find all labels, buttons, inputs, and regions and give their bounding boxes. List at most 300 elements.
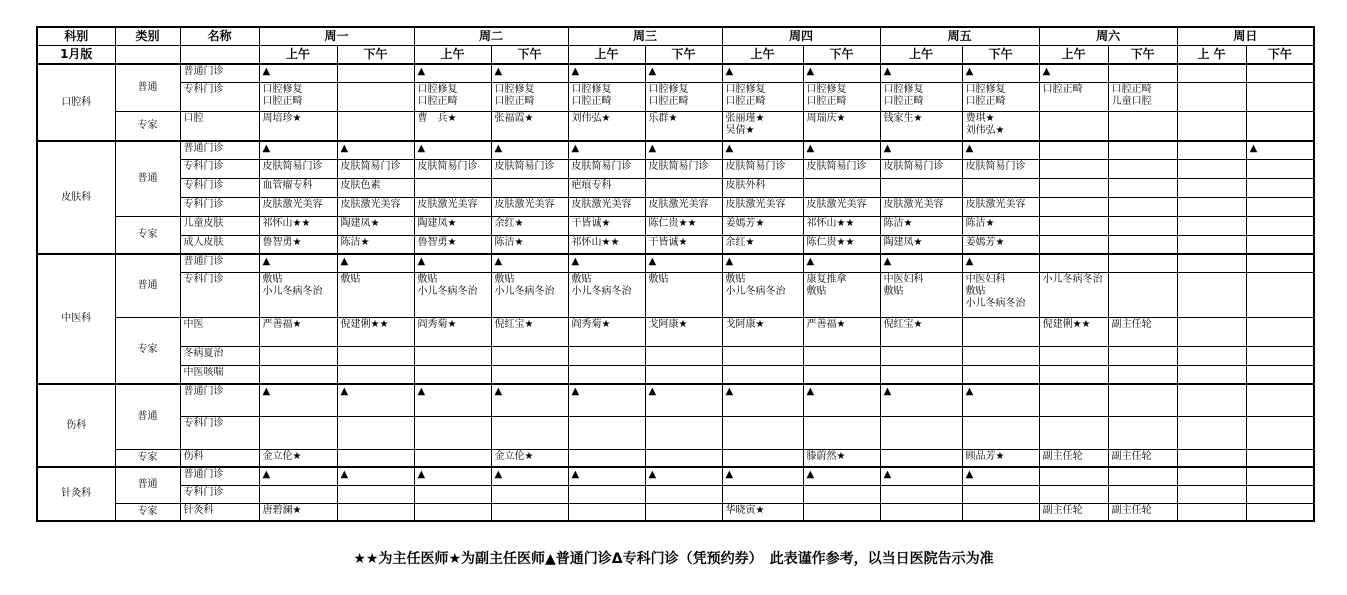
schedule-cell [1039, 346, 1108, 365]
schedule-cell: 陈洁★ [337, 235, 414, 254]
clinic-name: 专科门诊 [180, 272, 259, 317]
schedule-cell: ▲ [414, 254, 491, 272]
schedule-cell: 倪建俐★★ [337, 317, 414, 346]
empty-header-cell [180, 45, 259, 64]
schedule-cell [1246, 485, 1314, 503]
schedule-cell: 小儿冬病冬治 [1039, 272, 1108, 317]
schedule-row [37, 384, 1314, 416]
schedule-cell: 祁怀山★★ [803, 216, 880, 235]
schedule-cell: 敷贴 小儿冬病冬治 [568, 272, 645, 317]
clinic-name: 普通门诊 [180, 141, 259, 159]
schedule-cell: ▲ [962, 141, 1039, 159]
schedule-row [37, 82, 1314, 111]
schedule-cell: 皮肤激光美容 [491, 197, 568, 216]
schedule-cell [1177, 159, 1246, 178]
schedule-cell: 口腔修复 口腔正畸 [568, 82, 645, 111]
schedule-cell: 副主任轮 [1108, 317, 1177, 346]
schedule-row [37, 141, 1314, 159]
schedule-cell: ▲ [337, 384, 414, 416]
schedule-cell: 皮肤激光美容 [414, 197, 491, 216]
schedule-cell: 口腔正畸 儿童口腔 [1108, 82, 1177, 111]
clinic-name: 专科门诊 [180, 159, 259, 178]
schedule-row [37, 449, 1314, 467]
schedule-cell: 干皆诚★ [568, 216, 645, 235]
category-cell: 专家 [115, 317, 180, 384]
category-cell: 普通 [115, 64, 180, 111]
schedule-cell [1246, 64, 1314, 82]
schedule-cell [1246, 416, 1314, 449]
schedule-row [37, 235, 1314, 254]
schedule-cell [1177, 82, 1246, 111]
schedule-cell: ▲ [414, 467, 491, 485]
schedule-cell: 皮肤激光美容 [645, 197, 722, 216]
category-cell: 专家 [115, 449, 180, 467]
schedule-cell: 中医妇科 敷贴 [880, 272, 962, 317]
schedule-cell: 副主任轮 [1108, 449, 1177, 467]
schedule-cell [259, 416, 337, 449]
schedule-cell [1108, 384, 1177, 416]
schedule-cell: ▲ [880, 141, 962, 159]
schedule-row [37, 317, 1314, 346]
name-header: 名称 [180, 27, 259, 45]
am-header: 上午 [880, 45, 962, 64]
pm-header: 下午 [803, 45, 880, 64]
schedule-cell [337, 416, 414, 449]
clinic-name: 成人皮肤 [180, 235, 259, 254]
schedule-cell [1246, 216, 1314, 235]
schedule-cell: ▲ [414, 384, 491, 416]
pm-header: 下午 [645, 45, 722, 64]
clinic-name: 口腔 [180, 111, 259, 141]
schedule-cell [568, 346, 645, 365]
schedule-cell [1177, 141, 1246, 159]
schedule-cell: ▲ [568, 467, 645, 485]
schedule-cell: ▲ [645, 141, 722, 159]
schedule-cell: 金立伦★ [259, 449, 337, 467]
am-header: 上午 [568, 45, 645, 64]
schedule-cell [568, 449, 645, 467]
day-header-sun: 周日 [1177, 27, 1314, 45]
schedule-cell: 康复推拿 敷贴 [803, 272, 880, 317]
schedule-row [37, 254, 1314, 272]
clinic-name: 专科门诊 [180, 82, 259, 111]
schedule-cell [1177, 485, 1246, 503]
schedule-cell [1246, 317, 1314, 346]
schedule-cell [1177, 111, 1246, 141]
schedule-cell: ▲ [568, 64, 645, 82]
schedule-cell [414, 365, 491, 384]
schedule-cell: ▲ [568, 141, 645, 159]
schedule-cell: 陈洁★ [491, 235, 568, 254]
schedule-cell [1039, 141, 1108, 159]
day-header-tue: 周二 [414, 27, 568, 45]
schedule-cell: 敷贴 小儿冬病冬治 [414, 272, 491, 317]
schedule-cell: ▲ [803, 384, 880, 416]
schedule-cell [1246, 449, 1314, 467]
schedule-cell: ▲ [880, 64, 962, 82]
schedule-cell: 皮肤激光美容 [259, 197, 337, 216]
schedule-cell: ▲ [962, 384, 1039, 416]
schedule-cell: 周培珍★ [259, 111, 337, 141]
schedule-cell: 唐碧澜★ [259, 503, 337, 521]
schedule-cell [414, 485, 491, 503]
schedule-cell [962, 317, 1039, 346]
category-cell: 普通 [115, 254, 180, 317]
schedule-cell [645, 416, 722, 449]
schedule-cell: 口腔修复 口腔正畸 [962, 82, 1039, 111]
clinic-name: 普通门诊 [180, 64, 259, 82]
edition-label: 1月版 [37, 45, 115, 64]
am-header: 上午 [1039, 45, 1108, 64]
schedule-cell: 陈洁★ [880, 216, 962, 235]
schedule-cell: 敷贴 [645, 272, 722, 317]
department-name: 中医科 [37, 254, 115, 384]
schedule-cell: 皮肤激光美容 [803, 197, 880, 216]
schedule-cell: ▲ [1246, 141, 1314, 159]
schedule-cell [1246, 235, 1314, 254]
schedule-cell [1246, 178, 1314, 197]
schedule-cell [1246, 365, 1314, 384]
schedule-cell: 刘伟弘★ [568, 111, 645, 141]
schedule-cell [880, 346, 962, 365]
schedule-cell [1108, 254, 1177, 272]
legend-note: ★★为主任医师★为副主任医师▲普通门诊Δ专科门诊（凭预约券） 此表谨作参考，以当日医院告示为准 [353, 551, 994, 567]
schedule-cell [491, 365, 568, 384]
schedule-cell [337, 64, 414, 82]
schedule-cell: 口腔修复 口腔正畸 [414, 82, 491, 111]
schedule-cell: ▲ [645, 64, 722, 82]
schedule-cell [962, 365, 1039, 384]
schedule-cell [568, 416, 645, 449]
schedule-cell [645, 485, 722, 503]
empty-header-cell [115, 45, 180, 64]
schedule-cell [803, 346, 880, 365]
clinic-name: 普通门诊 [180, 467, 259, 485]
schedule-cell [1177, 449, 1246, 467]
schedule-cell [1108, 178, 1177, 197]
schedule-cell: 皮肤激光美容 [962, 197, 1039, 216]
schedule-cell: 陈洁★ [962, 216, 1039, 235]
schedule-cell: ▲ [880, 467, 962, 485]
schedule-cell [337, 365, 414, 384]
schedule-cell: 敷贴 [337, 272, 414, 317]
schedule-row [37, 503, 1314, 521]
schedule-cell [880, 178, 962, 197]
schedule-cell [803, 178, 880, 197]
schedule-cell [722, 449, 803, 467]
schedule-cell [1246, 467, 1314, 485]
schedule-cell [1039, 254, 1108, 272]
schedule-row [37, 64, 1314, 82]
schedule-cell: 祁怀山★★ [259, 216, 337, 235]
schedule-cell [1177, 197, 1246, 216]
clinic-name: 儿童皮肤 [180, 216, 259, 235]
schedule-cell: ▲ [645, 254, 722, 272]
schedule-cell [1039, 235, 1108, 254]
schedule-cell: ▲ [491, 467, 568, 485]
schedule-cell [1108, 467, 1177, 485]
dept-header: 科别 [37, 27, 115, 45]
schedule-cell: 曹 兵★ [414, 111, 491, 141]
schedule-cell: 疤痕专科 [568, 178, 645, 197]
schedule-cell [259, 346, 337, 365]
clinic-name: 中医咳喘 [180, 365, 259, 384]
schedule-cell [1039, 467, 1108, 485]
schedule-cell: ▲ [337, 467, 414, 485]
department-name: 口腔科 [37, 64, 115, 141]
schedule-cell [1246, 197, 1314, 216]
schedule-cell: 张丽瑾★ 吴倩★ [722, 111, 803, 141]
schedule-cell [1246, 384, 1314, 416]
schedule-cell: ▲ [491, 141, 568, 159]
day-header-wed: 周三 [568, 27, 722, 45]
schedule-cell [1108, 64, 1177, 82]
schedule-cell: 口腔修复 口腔正畸 [803, 82, 880, 111]
schedule-cell [1108, 197, 1177, 216]
schedule-table [36, 26, 1315, 522]
schedule-cell: ▲ [414, 64, 491, 82]
schedule-cell [1246, 159, 1314, 178]
schedule-cell: 皮肤简易门诊 [337, 159, 414, 178]
schedule-cell [1039, 159, 1108, 178]
schedule-cell [722, 416, 803, 449]
schedule-cell [880, 365, 962, 384]
schedule-cell [880, 485, 962, 503]
schedule-cell: 鲁智勇★ [414, 235, 491, 254]
schedule-cell: 鲁智勇★ [259, 235, 337, 254]
schedule-cell [259, 485, 337, 503]
schedule-row [37, 346, 1314, 365]
schedule-cell: ▲ [337, 141, 414, 159]
schedule-cell: ▲ [259, 141, 337, 159]
category-cell: 专家 [115, 503, 180, 521]
schedule-cell: ▲ [568, 384, 645, 416]
schedule-cell: ▲ [722, 141, 803, 159]
schedule-cell: ▲ [722, 467, 803, 485]
schedule-cell [962, 416, 1039, 449]
schedule-cell [1246, 82, 1314, 111]
schedule-cell [1039, 384, 1108, 416]
schedule-cell [880, 416, 962, 449]
schedule-cell: 敷贴 小儿冬病冬治 [259, 272, 337, 317]
schedule-cell: ▲ [803, 141, 880, 159]
schedule-cell [1246, 346, 1314, 365]
schedule-cell [962, 485, 1039, 503]
schedule-cell [722, 346, 803, 365]
schedule-cell [491, 416, 568, 449]
schedule-cell: ▲ [962, 254, 1039, 272]
pm-header: 下午 [1108, 45, 1177, 64]
clinic-name: 普通门诊 [180, 254, 259, 272]
category-cell: 专家 [115, 111, 180, 141]
schedule-cell [1108, 235, 1177, 254]
schedule-cell: 皮肤简易门诊 [803, 159, 880, 178]
schedule-cell [962, 503, 1039, 521]
schedule-cell: 副主任轮 [1039, 449, 1108, 467]
schedule-cell [803, 485, 880, 503]
schedule-cell [337, 449, 414, 467]
pm-header: 下午 [337, 45, 414, 64]
clinic-name: 冬病夏治 [180, 346, 259, 365]
schedule-cell [491, 178, 568, 197]
schedule-cell: ▲ [880, 254, 962, 272]
schedule-cell: 戈阿康★ [722, 317, 803, 346]
schedule-cell: 周瑞庆★ [803, 111, 880, 141]
schedule-cell: ▲ [259, 467, 337, 485]
schedule-cell: 阎秀菊★ [414, 317, 491, 346]
clinic-name: 专科门诊 [180, 485, 259, 503]
department-name: 皮肤科 [37, 141, 115, 254]
clinic-name: 伤科 [180, 449, 259, 467]
am-header: 上午 [259, 45, 337, 64]
schedule-cell: 倪红宝★ [880, 317, 962, 346]
am-header: 上午 [722, 45, 803, 64]
schedule-cell: ▲ [259, 64, 337, 82]
schedule-row [37, 485, 1314, 503]
schedule-cell: ▲ [722, 384, 803, 416]
clinic-name: 专科门诊 [180, 197, 259, 216]
schedule-cell: 陈仁贵★★ [803, 235, 880, 254]
schedule-cell: 倪红宝★ [491, 317, 568, 346]
am-header: 上 午 [1177, 45, 1246, 64]
schedule-cell: 皮肤激光美容 [568, 197, 645, 216]
schedule-cell: ▲ [568, 254, 645, 272]
schedule-row [37, 111, 1314, 141]
schedule-cell: 金立伦★ [491, 449, 568, 467]
schedule-cell: ▲ [259, 254, 337, 272]
schedule-cell [1177, 254, 1246, 272]
schedule-cell [1108, 216, 1177, 235]
schedule-cell [1039, 485, 1108, 503]
schedule-cell [568, 503, 645, 521]
clinic-name: 中医 [180, 317, 259, 346]
schedule-cell: 血管瘤专科 [259, 178, 337, 197]
am-header: 上午 [414, 45, 491, 64]
schedule-cell: ▲ [803, 64, 880, 82]
category-header: 类别 [115, 27, 180, 45]
schedule-cell: 祁怀山★★ [568, 235, 645, 254]
pm-header: 下午 [491, 45, 568, 64]
schedule-cell: 皮肤简易门诊 [259, 159, 337, 178]
schedule-cell: 华晓寅★ [722, 503, 803, 521]
schedule-cell [645, 503, 722, 521]
schedule-cell [1039, 111, 1108, 141]
day-header-sat: 周六 [1039, 27, 1177, 45]
schedule-cell [880, 503, 962, 521]
day-header-mon: 周一 [259, 27, 414, 45]
schedule-cell: 钱家生★ [880, 111, 962, 141]
schedule-cell [645, 449, 722, 467]
schedule-row [37, 159, 1314, 178]
schedule-row [37, 365, 1314, 384]
schedule-cell [568, 365, 645, 384]
schedule-row [37, 216, 1314, 235]
schedule-cell: ▲ [722, 254, 803, 272]
pm-header: 下午 [1246, 45, 1314, 64]
schedule-cell: 滕蔚然★ [803, 449, 880, 467]
clinic-name: 专科门诊 [180, 178, 259, 197]
schedule-cell: ▲ [803, 467, 880, 485]
schedule-row [37, 272, 1314, 317]
schedule-cell [1108, 111, 1177, 141]
schedule-cell [414, 503, 491, 521]
schedule-cell [1246, 503, 1314, 521]
clinic-name: 普通门诊 [180, 384, 259, 416]
schedule-row [37, 197, 1314, 216]
schedule-cell [722, 365, 803, 384]
schedule-cell: 皮肤简易门诊 [491, 159, 568, 178]
schedule-cell: 严善福★ [803, 317, 880, 346]
schedule-cell [337, 346, 414, 365]
schedule-cell: ▲ [259, 384, 337, 416]
schedule-cell: 陈仁贵★★ [645, 216, 722, 235]
schedule-cell [1108, 346, 1177, 365]
schedule-cell [803, 503, 880, 521]
schedule-cell [414, 178, 491, 197]
schedule-cell: 敷贴 小儿冬病冬治 [491, 272, 568, 317]
schedule-cell: 余红★ [722, 235, 803, 254]
schedule-cell [414, 346, 491, 365]
schedule-cell [1108, 272, 1177, 317]
schedule-cell: ▲ [962, 64, 1039, 82]
schedule-cell [962, 178, 1039, 197]
schedule-cell [962, 346, 1039, 365]
schedule-cell: 姜嫣芳★ [722, 216, 803, 235]
schedule-cell: 张福霞★ [491, 111, 568, 141]
schedule-cell: 姜嫣芳★ [962, 235, 1039, 254]
schedule-cell [1246, 272, 1314, 317]
schedule-cell: ▲ [491, 384, 568, 416]
schedule-cell [1039, 197, 1108, 216]
category-cell: 普通 [115, 141, 180, 216]
schedule-cell [1039, 416, 1108, 449]
clinic-name: 针灸科 [180, 503, 259, 521]
schedule-cell: ▲ [337, 254, 414, 272]
category-cell: 普通 [115, 384, 180, 449]
schedule-cell: 皮肤激光美容 [880, 197, 962, 216]
schedule-cell [491, 485, 568, 503]
clinic-name: 专科门诊 [180, 416, 259, 449]
schedule-cell: 皮肤简易门诊 [962, 159, 1039, 178]
schedule-cell: 乐群★ [645, 111, 722, 141]
header-row-days [37, 27, 1314, 45]
schedule-cell: 严善福★ [259, 317, 337, 346]
schedule-cell [1246, 254, 1314, 272]
schedule-cell: 阎秀菊★ [568, 317, 645, 346]
schedule-cell: ▲ [491, 64, 568, 82]
schedule-row [37, 467, 1314, 485]
schedule-cell [880, 449, 962, 467]
schedule-cell: 口腔修复 口腔正畸 [645, 82, 722, 111]
schedule-cell: 口腔修复 口腔正畸 [491, 82, 568, 111]
schedule-cell: 皮肤简易门诊 [414, 159, 491, 178]
schedule-cell [1177, 365, 1246, 384]
schedule-cell [414, 449, 491, 467]
schedule-cell [259, 365, 337, 384]
schedule-cell [1108, 416, 1177, 449]
schedule-cell [1108, 485, 1177, 503]
schedule-cell: 副主任轮 [1108, 503, 1177, 521]
schedule-cell: 皮肤简易门诊 [568, 159, 645, 178]
schedule-cell [491, 346, 568, 365]
schedule-cell: 戈阿康★ [645, 317, 722, 346]
day-header-thu: 周四 [722, 27, 880, 45]
schedule-cell: 皮肤外科 [722, 178, 803, 197]
schedule-cell [337, 503, 414, 521]
schedule-cell [414, 416, 491, 449]
schedule-cell: ▲ [880, 384, 962, 416]
schedule-cell [1177, 317, 1246, 346]
